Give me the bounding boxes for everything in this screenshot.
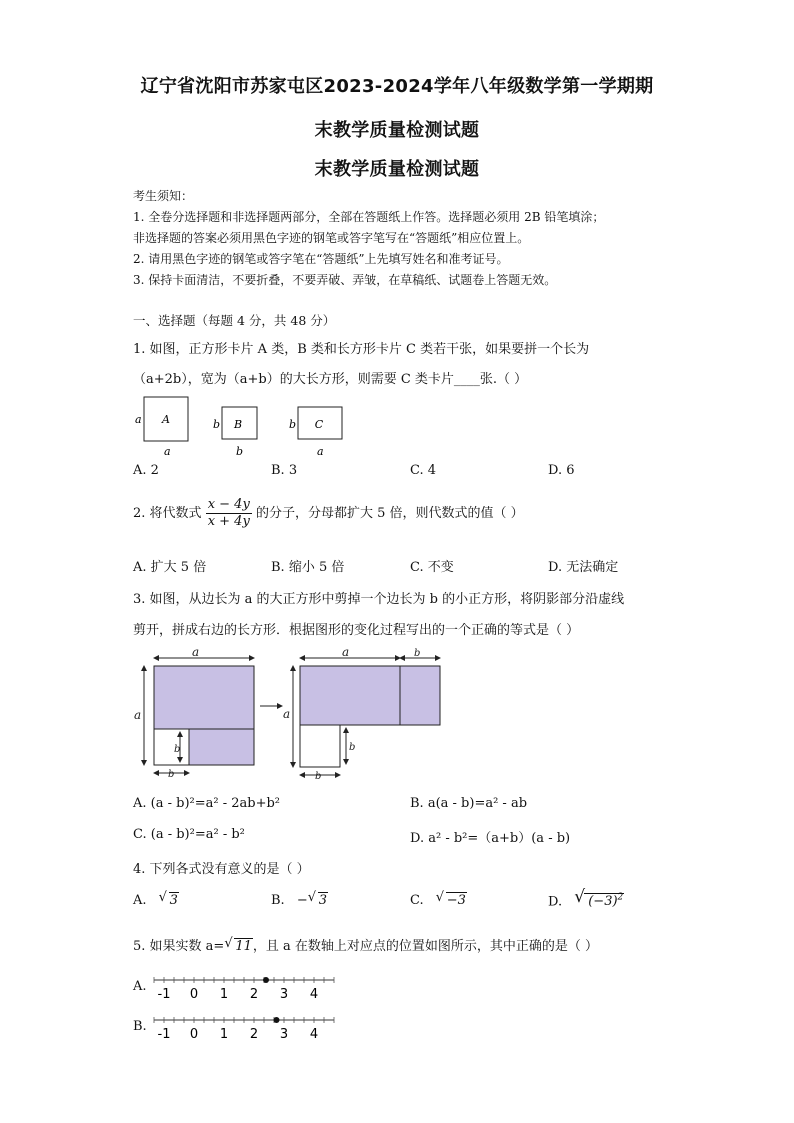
card-a-side: a: [135, 413, 142, 426]
nl-b-tick-label: 1: [219, 1027, 229, 1042]
q1-option-d[interactable]: D. 6: [548, 463, 575, 478]
q5-radicand: 11: [235, 939, 252, 954]
q5-post: ，且 a 在数轴上对应点的位置如图所示，其中正确的是（ ）: [252, 939, 599, 954]
card-b-side: b: [213, 418, 221, 431]
note-1a: 1. 全卷分选择题和非选择题两部分，全部在答题纸上作答。选择题必须用 2B 铅笔填涂；: [133, 210, 605, 224]
q2-numerator: x − 4y: [207, 497, 250, 512]
q3-line-1: 3. 如图，从边长为 a 的大正方形中剪掉一个边长为 b 的小正方形，将阴影部分沿虚线: [133, 592, 625, 607]
q4-radicand-a: 3: [169, 893, 178, 908]
section-heading: 一、选择题（每题 4 分，共 48 分）: [133, 313, 336, 328]
right-shaded-strip: [400, 666, 440, 725]
q1-option-a[interactable]: A. 2: [133, 463, 159, 478]
q4-exponent-d: 2: [617, 893, 624, 903]
right-inner-b: b: [349, 742, 356, 753]
q3-option-b[interactable]: B. a(a - b)=a² - ab: [410, 796, 528, 811]
right-top-a: a: [342, 646, 350, 659]
q4-label-b: B.: [271, 893, 285, 908]
right-top-b: b: [414, 648, 421, 659]
q4-radicand-b: 3: [318, 893, 328, 908]
card-c-label: C: [314, 418, 324, 431]
q5-number-line-a[interactable]: [152, 972, 338, 1002]
card-c-side: b: [289, 418, 297, 431]
nl-b-tick-label: 0: [189, 1027, 199, 1042]
q4-option-d[interactable]: [548, 887, 624, 910]
q4-sqrt-d: √ $(-3)^2$: [574, 887, 624, 910]
title-line-2: 末教学质量检测试题: [314, 120, 480, 141]
left-side-a: a: [134, 708, 142, 722]
left-shaded-bottom: [189, 729, 254, 765]
q4-sqrt-a: √ 3: [158, 890, 178, 908]
q2-option-b[interactable]: B. 缩小 5 倍: [271, 560, 345, 575]
q4-minus-b: −: [296, 893, 308, 908]
nl-a-point: [263, 977, 269, 983]
q5-stem: [133, 935, 598, 954]
left-cut-square: [154, 729, 189, 765]
nl-b-point: [274, 1017, 280, 1023]
q4-label-a: A.: [133, 893, 147, 908]
q2-option-a[interactable]: A. 扩大 5 倍: [133, 560, 207, 575]
q2-fraction: [206, 497, 252, 530]
card-a-label: A: [162, 413, 170, 426]
nl-a-tick-label: 0: [189, 987, 199, 1002]
q5-sqrt: √ 11: [224, 936, 252, 954]
card-c-bottom: a: [317, 445, 324, 458]
nl-b-tick-label: -1: [157, 1027, 171, 1042]
nl-a-tick-label: 1: [219, 987, 229, 1002]
q1-option-c[interactable]: C. 4: [410, 463, 437, 478]
q2-option-d[interactable]: D. 无法确定: [548, 560, 619, 575]
q3-line-2: 剪开，拼成右边的长方形．根据图形的变化过程写出的一个正确的等式是（ ）: [133, 623, 580, 638]
q5-number-line-b[interactable]: [152, 1012, 338, 1042]
nl-a-tick-label: 2: [249, 987, 259, 1002]
q5-label-a[interactable]: A.: [133, 979, 147, 994]
q3-option-a[interactable]: A. (a - b)²=a² - 2ab+b²: [133, 796, 281, 811]
note-2: 2. 请用黑色字迹的钢笔或答字笔在“答题纸”上先填写姓名和准考证号。: [133, 252, 509, 266]
right-bottom-b: b: [315, 771, 322, 782]
q2-post: 的分子，分母都扩大 5 倍，则代数式的值（ ）: [255, 506, 524, 521]
q4-option-c[interactable]: [410, 890, 467, 908]
left-top-a: a: [192, 646, 200, 659]
q1-figure: [130, 392, 360, 462]
q4-option-b[interactable]: [271, 890, 328, 908]
left-bottom-b: b: [168, 769, 175, 780]
q4-label-d: D.: [548, 894, 563, 910]
nl-b-tick-label: 4: [309, 1027, 319, 1042]
left-shaded-top: [154, 666, 254, 729]
card-b-label: B: [233, 418, 243, 431]
note-1b: 非选择题的答案必须用黑色字迹的钢笔或答字笔写在“答题纸”相应位置上。: [133, 231, 530, 245]
q3-option-d[interactable]: D. a² - b²=（a+b）(a - b): [410, 831, 571, 846]
q3-option-c[interactable]: C. (a - b)²=a² - b²: [133, 827, 245, 842]
title-line-1: 辽宁省沈阳市苏家屯区2023-2024学年八年级数学第一学期期: [140, 76, 654, 97]
q5-pre: 5. 如果实数 a=: [133, 939, 225, 954]
q4-stem: 4. 下列各式没有意义的是（ ）: [133, 862, 310, 877]
nl-a-tick-label: 3: [279, 987, 289, 1002]
left-inner-b: b: [174, 744, 181, 755]
notes-heading: 考生须知：: [133, 189, 194, 203]
exam-notes: [133, 186, 604, 291]
q4-label-c: C.: [410, 893, 424, 908]
q4-sqrt-b: √ 3: [307, 890, 328, 908]
right-side-a: a: [283, 707, 291, 721]
q1-line-2: （a+2b），宽为（a+b）的大长方形，则需要 C 类卡片____张.（ ）: [133, 372, 528, 387]
q4-option-a[interactable]: [133, 890, 179, 908]
q4-radicand-d: (−3): [588, 894, 618, 910]
q1-option-b[interactable]: B. 3: [271, 463, 298, 478]
q2-option-c[interactable]: C. 不变: [410, 560, 454, 575]
q2-pre: 2. 将代数式: [133, 506, 202, 521]
q4-sqrt-c: √ −3: [435, 890, 466, 908]
nl-a-tick-label: 4: [309, 987, 319, 1002]
nl-a-tick-label: -1: [157, 987, 171, 1002]
q1-line-1: 1. 如图，正方形卡片 A 类，B 类和长方形卡片 C 类若干张，如果要拼一个长为: [133, 342, 590, 357]
q5-label-b[interactable]: B.: [133, 1019, 147, 1034]
note-3: 3. 保持卡面清洁，不要折叠，不要弄破、弄皱，在草稿纸、试题卷上答题无效。: [133, 273, 557, 287]
q2-stem: [133, 497, 524, 530]
nl-b-tick-label: 2: [249, 1027, 259, 1042]
nl-b-tick-label: 3: [279, 1027, 289, 1042]
right-shaded-main: [300, 666, 400, 725]
q2-denominator: x + 4y: [207, 514, 250, 529]
card-a-bottom: a: [164, 445, 171, 458]
q4-radicand-c: −3: [446, 893, 466, 908]
q3-figure: [130, 646, 450, 786]
card-b-bottom: b: [236, 445, 244, 458]
right-empty-square: [300, 725, 340, 767]
title-line-3: 末教学质量检测试题: [314, 159, 480, 180]
